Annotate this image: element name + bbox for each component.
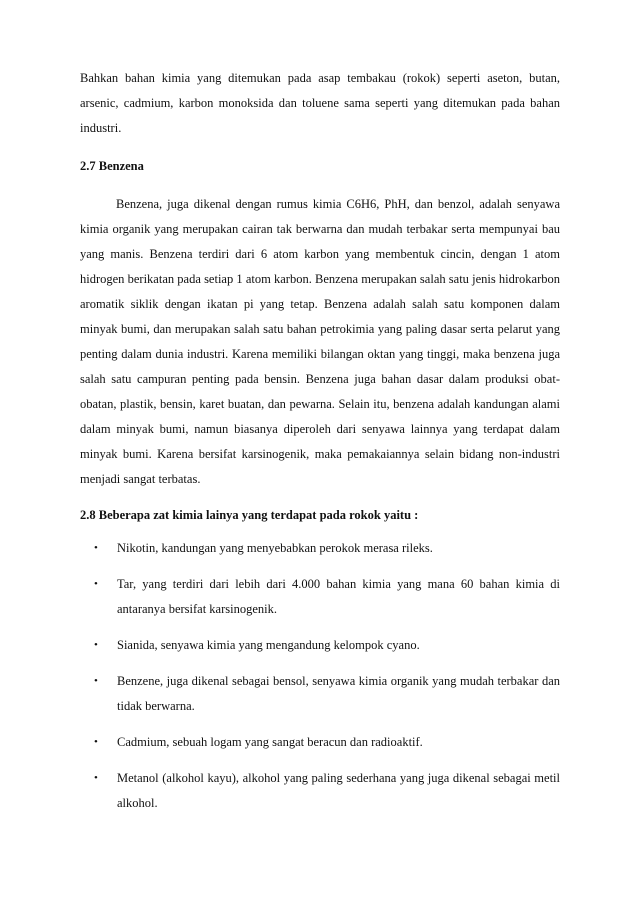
list-item-text: Benzene, juga dikenal sebagai bensol, senyawa kimia organik yang mudah terbakar dan tidak berwarna. xyxy=(117,674,560,713)
section-benzena xyxy=(80,154,560,492)
list-item xyxy=(80,766,560,816)
list-item-text: Cadmium, sebuah logam yang sangat beracun dan radioaktif. xyxy=(117,735,423,749)
list-item xyxy=(80,633,560,658)
bullet-icon: • xyxy=(94,542,98,554)
section-zat-kimia xyxy=(80,503,560,816)
benzena-paragraph: Benzena, juga dikenal dengan rumus kimia C6H6, PhH, dan benzol, adalah senyawa kimia organik yang merupakan cairan tak berwarna dan mudah terbakar serta mempunyai bau yang manis. Benzena terdiri dari 6 atom karbon yang membentuk cincin, dengan 1 atom hidrogen berikatan pada setiap 1 atom karbon. Benzena merupakan salah satu jenis hidrokarbon aromatik siklik dengan ikatan pi yang tetap. Benzena adalah salah satu komponen dalam minyak bumi, dan merupakan salah satu bahan petrokimia yang paling dasar serta pelarut yang penting dalam dunia industri. Karena memiliki bilangan oktan yang tinggi, maka benzena juga salah satu campuran penting pada bensin. Benzena juga bahan dasar dalam produksi obat-obatan, plastik, bensin, karet buatan, dan pewarna. Selain itu, benzena adalah kandungan alami dalam minyak bumi, namun biasanya diperoleh dari senyawa lainnya yang terdapat dalam minyak bumi. Karena bersifat karsinogenik, maka pemakaiannya selain bidang non-industri menjadi sangat terbatas. xyxy=(80,197,560,486)
list-item xyxy=(80,730,560,755)
list-item-text: Sianida, senyawa kimia yang mengandung kelompok cyano. xyxy=(117,638,420,652)
list-item-text: Metanol (alkohol kayu), alkohol yang paling sederhana yang juga dikenal sebagai metil alkohol. xyxy=(117,771,560,810)
list-item xyxy=(80,572,560,622)
bullet-icon: • xyxy=(94,639,98,651)
section-heading-benzena: 2.7 Benzena xyxy=(80,159,144,173)
list-item-text: Tar, yang terdiri dari lebih dari 4.000 bahan kimia yang mana 60 bahan kimia di antaranya bersifat karsinogenik. xyxy=(117,577,560,616)
bullet-icon: • xyxy=(94,736,98,748)
bullet-icon: • xyxy=(94,772,98,784)
zat-kimia-list xyxy=(80,536,560,816)
intro-paragraph: Bahkan bahan kimia yang ditemukan pada asap tembakau (rokok) seperti aseton, butan, arsenic, cadmium, karbon monoksida dan toluene sama seperti yang ditemukan pada bahan industri. xyxy=(80,71,560,135)
list-item xyxy=(80,669,560,719)
list-item-text: Nikotin, kandungan yang menyebabkan perokok merasa rileks. xyxy=(117,541,433,555)
bullet-icon: • xyxy=(94,578,98,590)
bullet-icon: • xyxy=(94,675,98,687)
section-heading-zat-kimia: 2.8 Beberapa zat kimia lainya yang terdapat pada rokok yaitu : xyxy=(80,508,419,522)
list-item xyxy=(80,536,560,561)
